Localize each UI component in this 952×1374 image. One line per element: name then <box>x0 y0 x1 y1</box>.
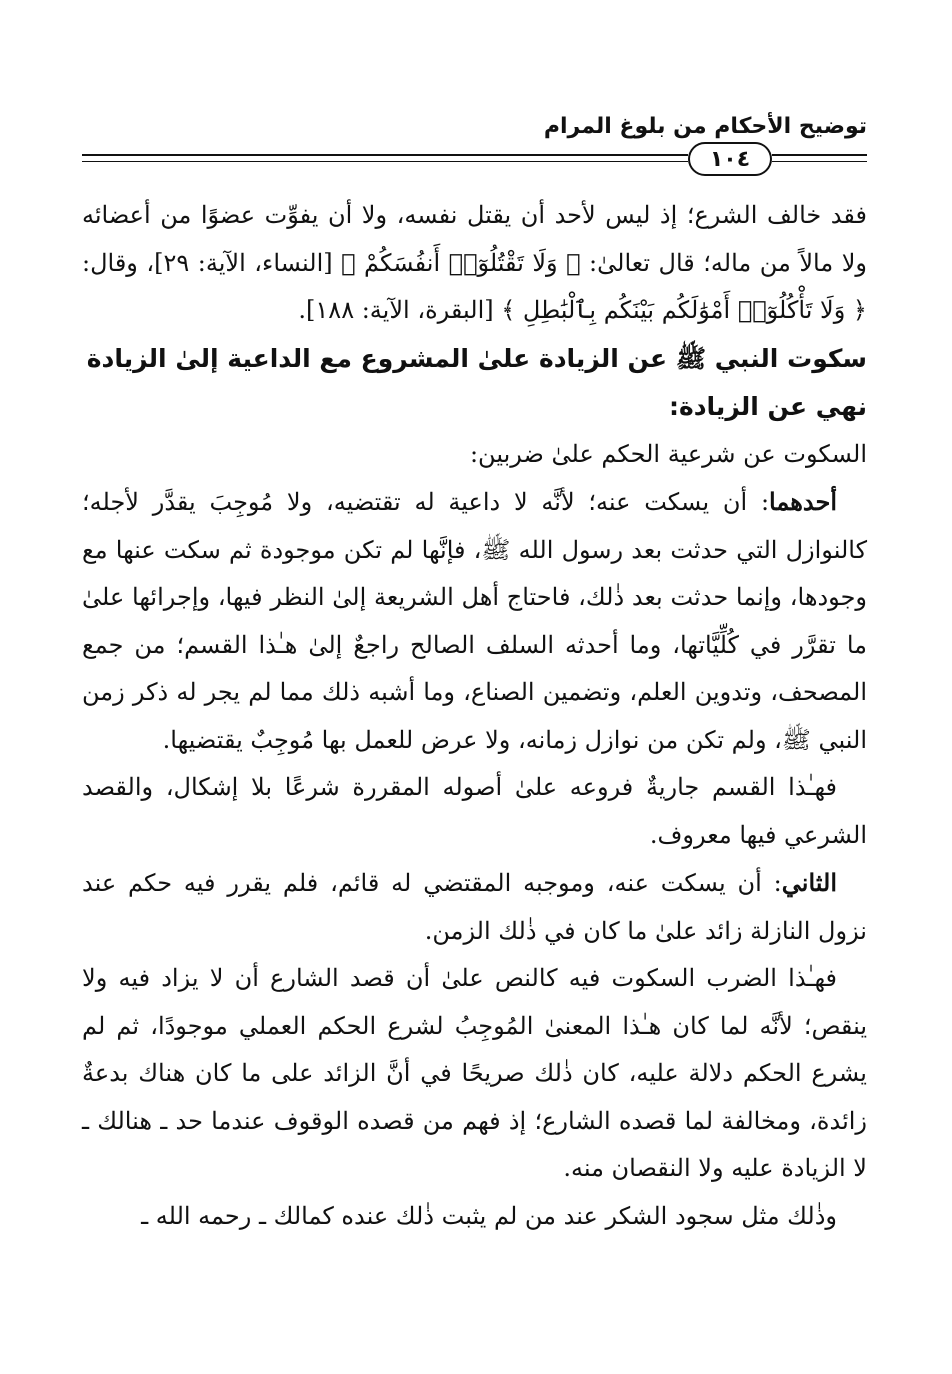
header-rule-right <box>772 154 867 156</box>
paragraph-7: وذٰلك مثل سجود الشكر عند من لم يثبت ذٰلك عنده كمالك ـ رحمه الله ـ <box>141 1201 837 1230</box>
paragraph-5 <box>82 859 867 955</box>
page-body <box>82 192 867 1240</box>
header-rule-right-lower <box>772 161 867 162</box>
section-heading: سكوت النبي ﷺ عن الزيادة علىٰ المشروع مع الداعية إلىٰ الزيادة نهي عن الزيادة: <box>86 343 867 421</box>
running-title: توضيح الأحكام من بلوغ المرام <box>543 114 867 139</box>
paragraph-2: السكوت عن شرعية الحكم علىٰ ضربين: <box>469 439 867 468</box>
header-rule-left <box>82 154 688 156</box>
paragraph-5-text: : أن يسكت عنه، وموجبه المقتضي له قائم، فلم يقرر فيه حكم عند نزول النازلة زائد علىٰ ما كان في ذٰلك الزمن. <box>82 869 867 945</box>
paragraph-1: فقد خالف الشرع؛ إذ ليس لأحد أن يقتل نفسه، ولا أن يفوِّت عضوًا من أعضائه ولا مالاً من ماله؛ قال تعالىٰ: ﴿ وَلَا تَقْتُلُوٓا۟ أَنفُسَكُمْ ﴾ [النساء، الآية: ٢٩]، وقال: ﴿ وَلَا تَأْكُلُوٓا۟ أَمْوَٰلَكُم بَيْنَكُم بِٱلْبَٰطِلِ ﴾ [البقرة، الآية: ١٨٨]. <box>82 201 867 324</box>
paragraph-3-label: أحدهما <box>769 487 837 516</box>
paragraph-3-text: : أن يسكت عنه؛ لأنَّه لا داعية له تقتضيه، ولا مُوجِبَ يقدَّر لأجله؛ كالنوازل التي حدثت بعد رسول الله ﷺ، فإنَّها لم تكن موجودة ثم سكت عنها مع وجودها، وإنما حدثت بعد ذٰلك، فاحتاج أهل الشريعة إلىٰ النظر فيها، وإجرائها علىٰ ما تقرَّر في كُلِّيَّاتها، وما أحدثه السلف الصالح راجعٌ إلىٰ هـٰذا القسم؛ من جمع المصحف، وتدوين العلم، وتضمين الصناع، وما أشبه ذلك مما لم يجر له ذكر زمن النبي ﷺ، ولم تكن من نوازل زمانه، ولا عرض للعمل بها مُوجِبٌ يقتضيها. <box>82 488 867 754</box>
paragraph-3 <box>82 478 867 764</box>
page-header <box>82 108 867 188</box>
header-rule-left-lower <box>82 161 688 162</box>
page-number: ١٠٤ <box>688 142 772 176</box>
paragraph-6: فهـٰذا الضرب السكوت فيه كالنص علىٰ أن قصد الشارع أن لا يزاد فيه ولا ينقص؛ لأنَّه لما كان هـٰذا المعنىٰ المُوجِبُ لشرع الحكم العملي موجودًا، ثم لم يشرع الحكم دلالة عليه، كان ذٰلك صريحًا في أنَّ الزائد على ما كان هناك بدعةٌ زائدة، ومخالفة لما قصده الشارع؛ إذ فهم من قصده الوقوف عندما حد ـ هنالك ـ لا الزيادة عليه ولا النقصان منه. <box>82 964 867 1182</box>
paragraph-5-label: الثاني <box>781 868 837 897</box>
paragraph-4: فهـٰذا القسم جاريةٌ فروعه علىٰ أصوله المقررة شرعًا بلا إشكال، والقصد الشرعي فيها معروف. <box>82 773 867 849</box>
